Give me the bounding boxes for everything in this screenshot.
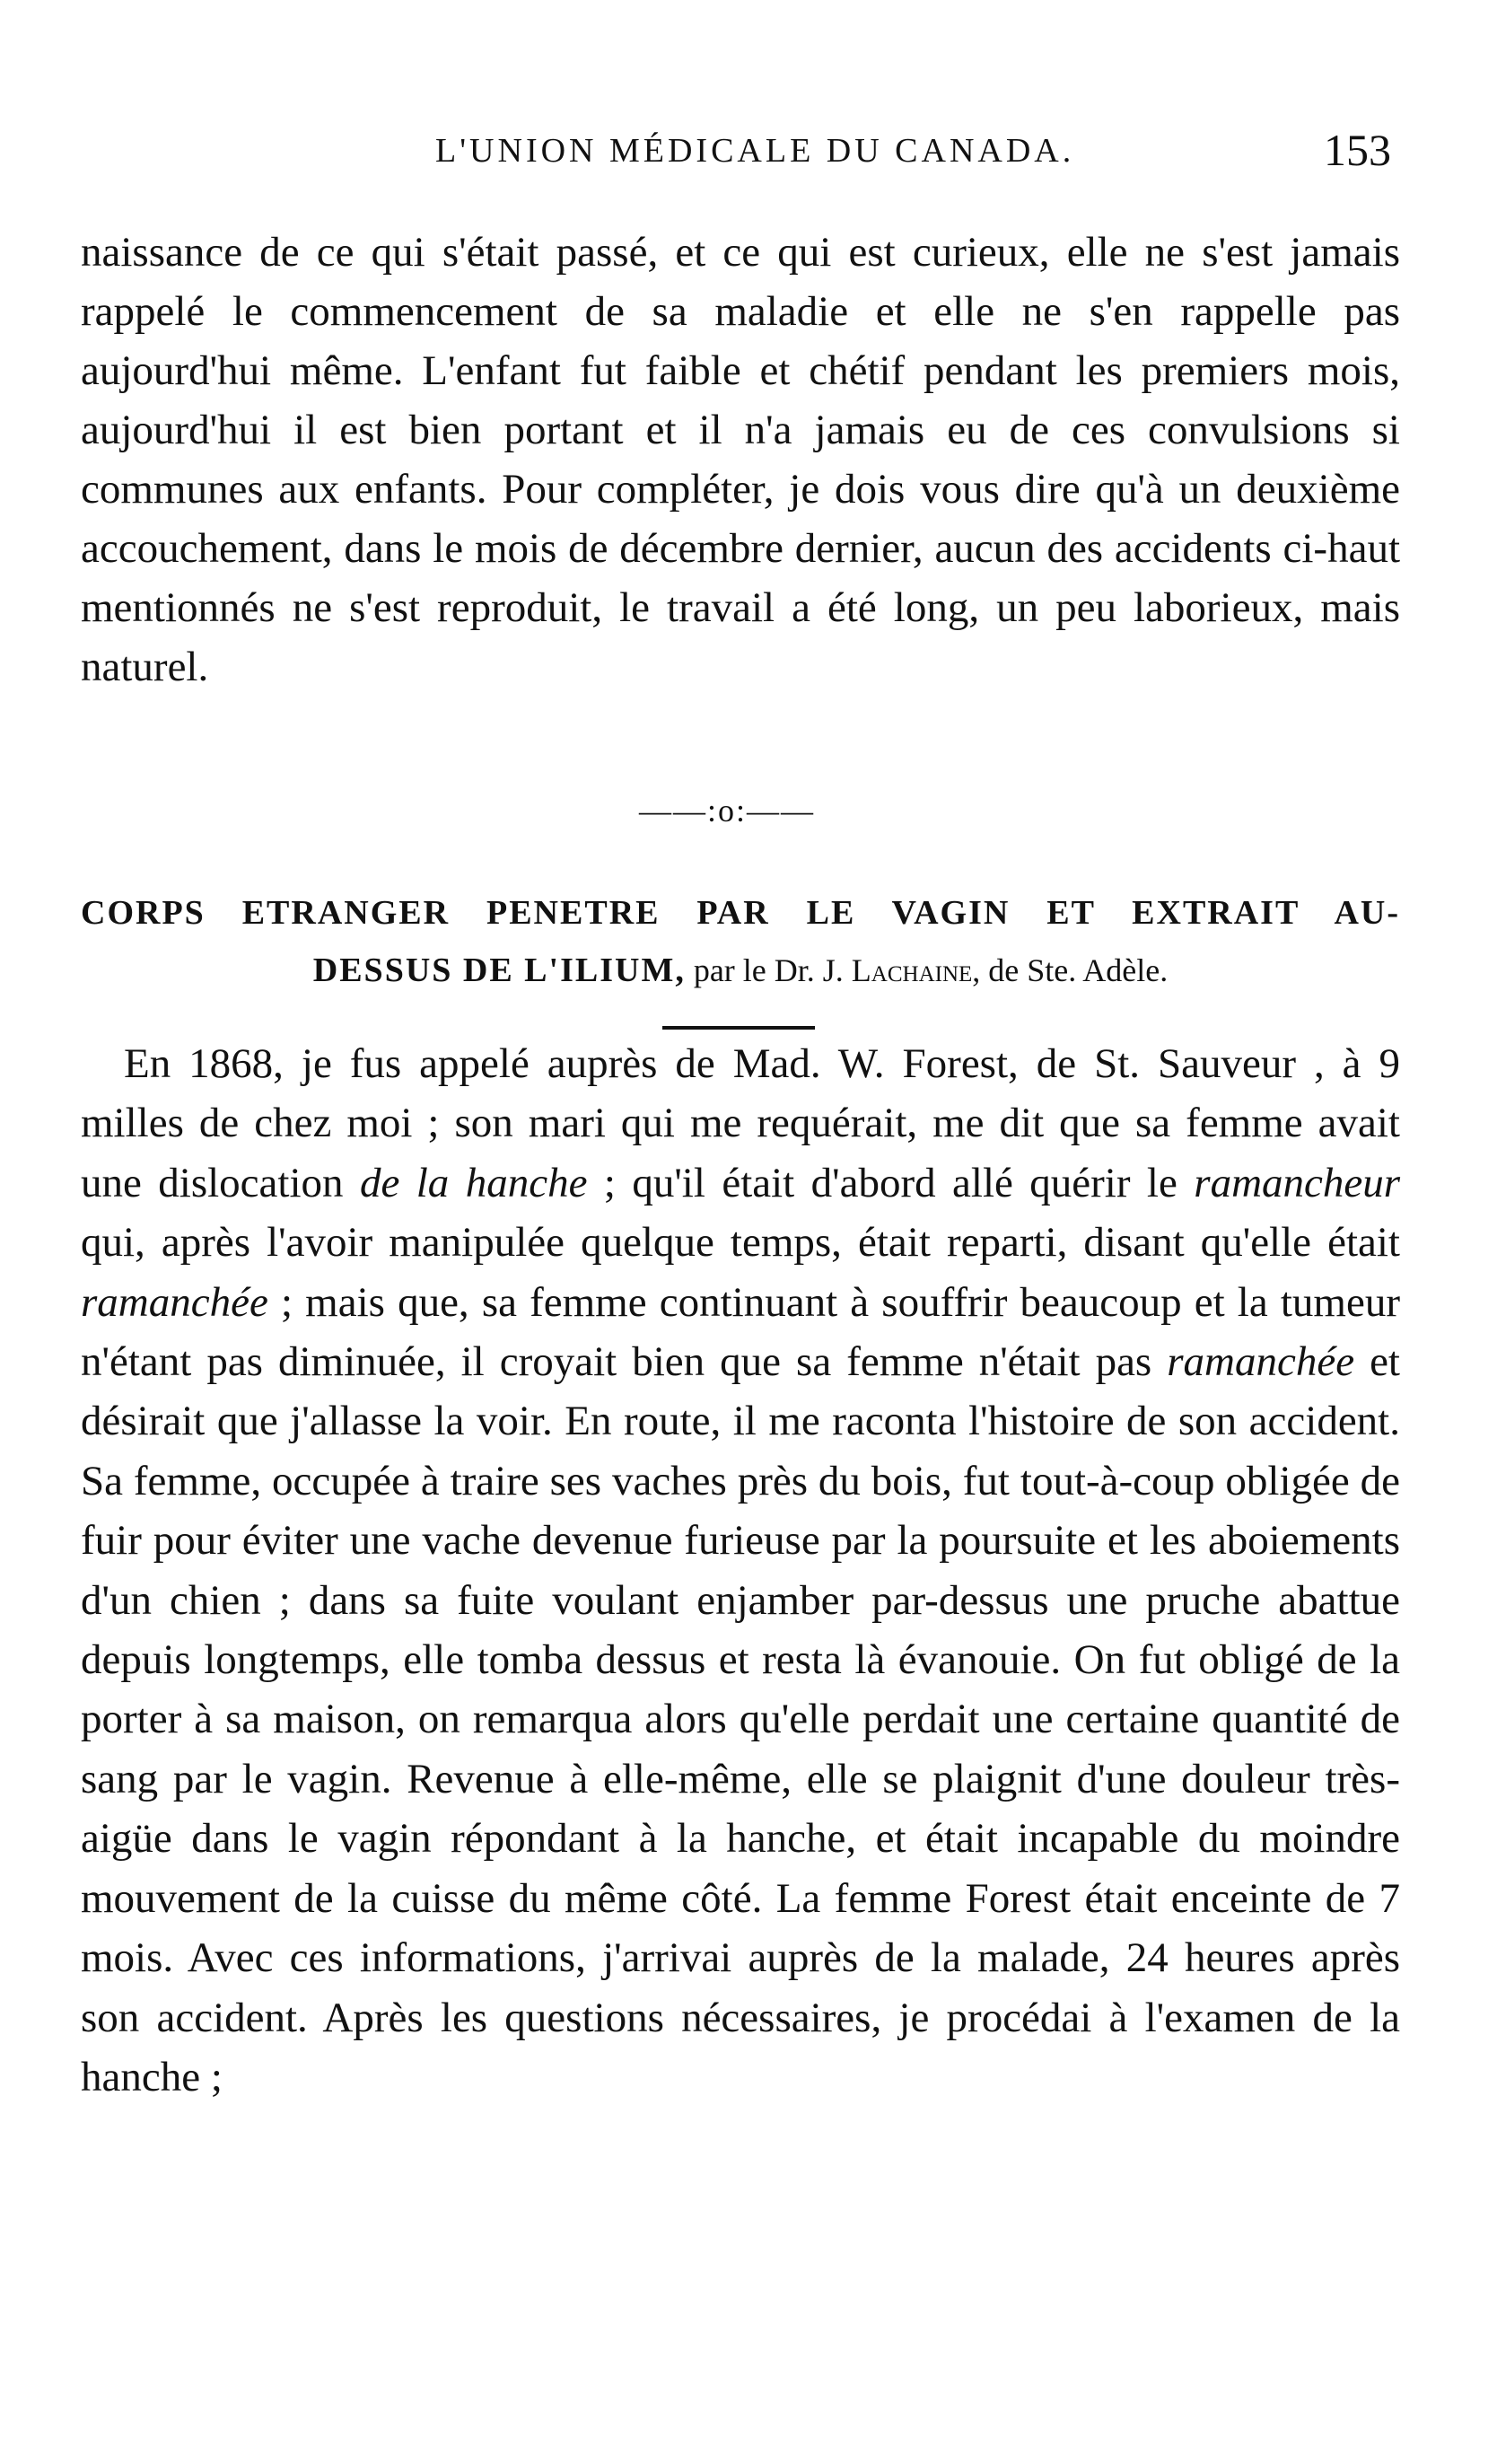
byline-suffix: , de Ste. Adèle.: [972, 952, 1169, 988]
body-italic-1: de la hanche: [359, 1159, 588, 1206]
page-number: 153: [1324, 125, 1391, 175]
article-title-line-1: CORPS ETRANGER PENETRE PAR LE VAGIN ET EXTRAIT AU-: [81, 894, 1400, 932]
body-text-4: ; mais que, sa femme continuant à souffrir beaucoup et la tumeur n'étant pas diminuée, il croyait bien que sa femme n'était pas: [81, 1278, 1400, 1386]
article-title-line-2-text: DESSUS DE L'ILIUM,: [312, 951, 686, 989]
body-italic-2: ramancheur: [1194, 1159, 1401, 1206]
byline-prefix: par le Dr. J.: [685, 952, 852, 988]
body-text-3: qui, après l'avoir manipulée quelque temps, était reparti, disant qu'elle était: [81, 1219, 1400, 1267]
article-body-paragraph: [81, 1034, 1400, 2107]
paragraph-continuation: naissance de ce qui s'était passé, et ce qui est curieux, elle ne s'est jamais rappelé le commencement de sa maladie et elle ne s'en rappelle pas aujourd'hui même. L'enfant fut faible et chétif pendant les premiers mois, aujourd'hui il est bien portant et il n'a jamais eu de ces convulsions si communes aux enfants. Pour compléter, je dois vous dire qu'à un deuxième accouchement, dans le mois de décembre dernier, aucun des accidents ci-haut mentionnés ne s'est reproduit, le travail a été long, un peu laborieux, mais naturel.: [81, 229, 1400, 690]
body-italic-4: ramanchée: [1167, 1338, 1355, 1386]
author-name: Lachaine: [851, 952, 973, 988]
heading-rule: [662, 1026, 815, 1030]
article-heading: [81, 884, 1400, 999]
page-header: [81, 124, 1400, 178]
article-title-line-2: [81, 942, 1400, 999]
body-text-1: En 1868, je fus appelé auprès de Mad. W. Forest, de St. Sauveur , à 9 milles de chez moi ; son mari qui me requérait, me dit que sa femme avait une dislocation: [81, 1040, 1400, 1206]
body-text-5: et désirait que j'allasse la voir. En route, il me raconta l'histoire de son accident. Sa femme, occupée à traire ses vaches près du bois, fut tout-à-coup obligée de fuir pour éviter une vache devenue furieuse par la poursuite et les aboiements d'un chien ; dans sa fuite voulant enjamber par-dessus une pruche abattue depuis longtemps, elle tomba dessus et resta là évanouie. On fut obligé de la porter à sa maison, on remarqua alors qu'elle perdait une certaine quantité de sang par le vagin. Revenue à elle-même, elle se plaignit d'une douleur très-aigüe dans le vagin répondant à la hanche, et était incapable du moindre mouvement de la cuisse du même côté. La femme Forest était enceinte de 7 mois. Avec ces informations, j'arrivai auprès de la malade, 24 heures après son accident. Après les questions nécessaires, je procédai à l'examen de la hanche ;: [81, 1338, 1400, 2100]
running-title: L'UNION MÉDICALE DU CANADA.: [435, 132, 1075, 170]
body-text-2: ; qu'il était d'abord allé quérir le: [587, 1159, 1195, 1206]
body-italic-3: ramanchée: [81, 1278, 268, 1326]
section-divider: ——:o:——: [638, 793, 815, 829]
